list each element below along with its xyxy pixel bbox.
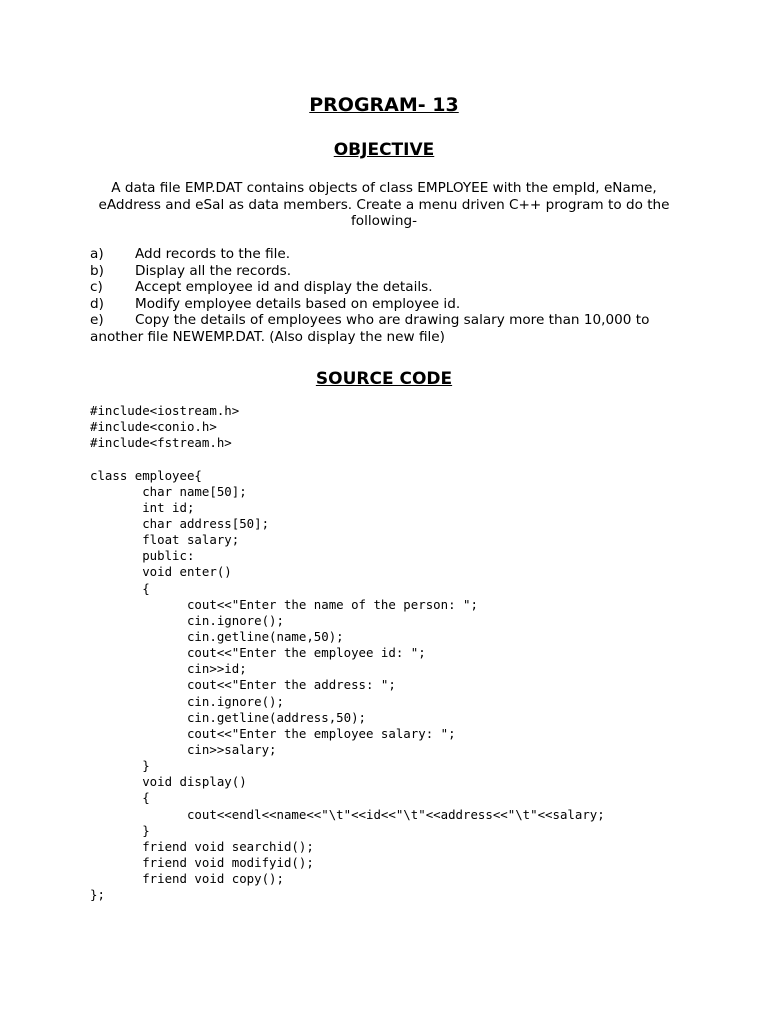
code-line: } — [90, 758, 150, 774]
code-line: cin.getline(address,50); — [90, 709, 367, 725]
list-item-label: d) — [90, 295, 104, 312]
code-line: cin.getline(name,50); — [90, 628, 344, 644]
code-line: friend void copy(); — [90, 871, 284, 887]
code-line: #include<conio.h> — [90, 419, 217, 435]
source-code-block — [90, 403, 730, 903]
list-item-text: Add records to the file. — [135, 246, 291, 262]
code-line: void display() — [90, 774, 247, 790]
list-item-label: e) — [90, 312, 104, 328]
list-item-text: Copy the details of employees who are drawing salary more than 10,000 to another file NEWEMP.DAT. (Also display the new file) — [90, 312, 650, 345]
code-line: cin>>salary; — [90, 741, 277, 757]
code-line: cout<<endl<<name<<"\t"<<id<<"\t"<<address<<"\t"<<salary; — [90, 806, 605, 822]
objective-heading: OBJECTIVE — [333, 140, 435, 160]
code-line: { — [90, 790, 150, 806]
task-list — [90, 246, 690, 345]
code-line: cin.ignore(); — [90, 693, 284, 709]
code-line: friend void modifyid(); — [90, 854, 314, 870]
code-line: } — [90, 822, 150, 838]
code-line: cout<<"Enter the address: "; — [90, 677, 396, 693]
code-line — [90, 451, 730, 467]
page-title: PROGRAM- 13 — [309, 94, 459, 116]
list-item-label: c) — [90, 279, 103, 295]
list-item — [90, 246, 690, 263]
code-line: class employee{ — [90, 467, 202, 483]
code-line: public: — [90, 548, 195, 564]
code-line: cout<<"Enter the employee salary: "; — [90, 725, 456, 741]
code-line: cout<<"Enter the name of the person: "; — [90, 596, 478, 612]
list-item-text: Display all the records. — [135, 262, 292, 279]
code-line: char address[50]; — [90, 515, 270, 531]
list-item-label: a) — [90, 246, 104, 262]
code-line: void enter() — [90, 564, 232, 580]
code-line: int id; — [90, 499, 195, 515]
code-line: #include<iostream.h> — [90, 403, 240, 418]
code-line: cin>>id; — [90, 661, 247, 677]
list-item — [90, 296, 690, 313]
code-line: cout<<"Enter the employee id: "; — [90, 645, 426, 661]
list-item-text: Modify employee details based on employee id. — [135, 295, 461, 312]
source-code-heading: SOURCE CODE — [315, 369, 453, 389]
code-line: #include<fstream.h> — [90, 435, 232, 451]
code-line: }; — [90, 887, 105, 903]
list-item-label: b) — [90, 262, 104, 279]
list-item — [90, 279, 690, 296]
objective-paragraph: A data file EMP.DAT contains objects of class EMPLOYEE with the empId, eName, eAddress and eSal as data members. Create a menu driven C++ program to do the following- — [98, 180, 670, 229]
code-line: friend void searchid(); — [90, 838, 314, 854]
list-item — [90, 312, 690, 345]
code-line: cin.ignore(); — [90, 612, 284, 628]
list-item-text: Accept employee id and display the details. — [135, 279, 433, 295]
list-item — [90, 263, 690, 280]
code-line: char name[50]; — [90, 483, 247, 499]
code-line: { — [90, 580, 150, 596]
code-line: float salary; — [90, 532, 240, 548]
